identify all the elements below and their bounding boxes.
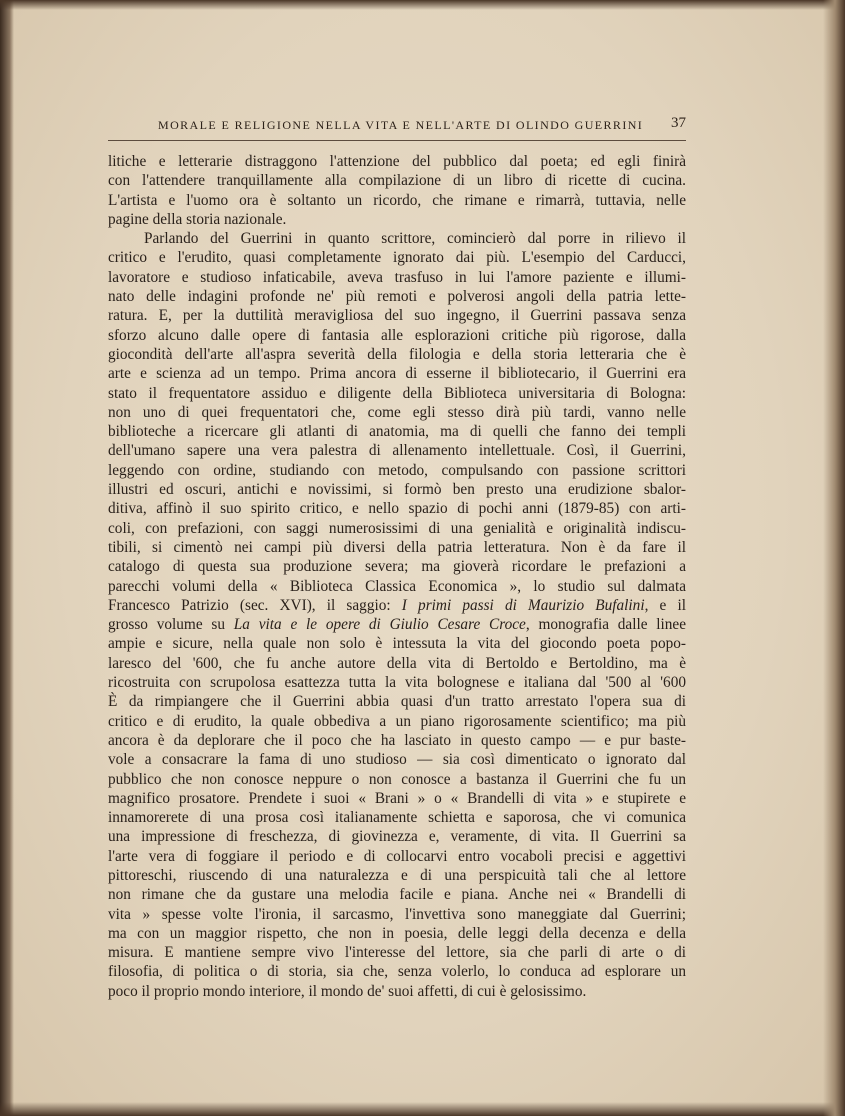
text-line: tibili, si cimentò nei campi più diversi della patria letteratura. Non è da fare il — [108, 538, 686, 556]
text-line: È da rimpiangere che il Guerrini abbia quasi d'un tratto arrestato l'opera sua di — [108, 693, 686, 711]
text-line: pagine della storia nazionale. — [108, 210, 287, 228]
body-text — [108, 152, 686, 1001]
text-line: Francesco Patrizio (sec. XVI), il saggio: I primi passi di Maurizio Bufalini, e il — [108, 596, 687, 614]
text-line: illustri ed oscuri, antichi e novissimi, si formò ben presto una erudizione sbalor- — [108, 481, 686, 499]
text-line: magnifico prosatore. Prendete i suoi « Brani » o « Brandelli di vita » e stupirete e — [108, 789, 686, 807]
text-line: misura. E mantiene sempre vivo l'interesse del lettore, sia che parli di arte o di — [108, 944, 686, 962]
text-line: L'artista e l'uomo ora è soltanto un ricordo, che rimane e rimarrà, tuttavia, nelle — [108, 191, 686, 209]
text-line: critico e l'erudito, quasi completamente ignorato dai più. L'esempio del Carducci, — [108, 249, 686, 267]
text-line: leggendo con ordine, studiando con metodo, compulsando con passione scrittori — [108, 461, 686, 479]
text-line: pittoreschi, riuscendo di una naturalezza e di una perspicuità tali che al lettore — [108, 866, 686, 884]
text-line: non uno di quei frequentatori che, come egli stesso dirà più tardi, vanno nelle — [108, 403, 686, 421]
paragraph — [108, 152, 686, 229]
text-line: una impressione di freschezza, di giovinezza e, veramente, di vita. Il Guerrini sa — [108, 828, 686, 846]
text-line: poco il proprio mondo interiore, il mondo de' suoi affetti, di cui è gelosissimo. — [108, 982, 587, 1000]
text-line: parecchi volumi della « Biblioteca Classica Economica », lo studio sul dalmata — [108, 577, 686, 595]
text-line: biblioteche a ricercare gli atlanti di anatomia, ma di quelli che fanno dei templi — [108, 423, 686, 441]
text-line: nato delle indagini profonde ne' più remoti e polverosi angoli della patria lette- — [108, 288, 686, 306]
page-bottom-edge — [0, 1102, 845, 1116]
text-line: litiche e letterarie distraggono l'attenzione del pubblico dal poeta; ed egli finirà — [108, 153, 686, 170]
text-line: con l'attendere tranquillamente alla compilazione di un libro di ricette di cucina. — [108, 172, 686, 190]
page-number: 37 — [671, 115, 686, 131]
page-top-edge — [0, 0, 845, 10]
page-header — [108, 116, 686, 141]
text-line: ditiva, affinò il suo spirito critico, e nello spazio di pochi anni (1879-85) con arti- — [108, 500, 686, 518]
text-line: coli, con prefazioni, con saggi numerosissimi di una genialità e originalità indiscu- — [108, 519, 686, 537]
paragraph — [108, 229, 686, 1001]
text-line: dell'umano sapere una vera palestra di allenamento intellettuale. Così, il Guerrini, — [108, 442, 686, 460]
text-line: l'arte vera di foggiare il periodo e di collocarvi entro vocaboli precisi e aggettivi — [108, 847, 686, 865]
text-line: catalogo di questa sua produzione severa; ma gioverà ricordare le prefazioni a — [108, 558, 686, 576]
text-line: giocondità dell'arte all'aspra severità della filologia e della storia letteraria che è — [108, 345, 686, 363]
text-line: filosofia, di politica o di storia, sia che, senza volerlo, lo conduca ad esplorare un — [108, 963, 686, 981]
text-line: non rimane che da gustare una melodia facile e piana. Anche nei « Brandelli di — [108, 886, 686, 904]
text-line: ricostruita con scrupolosa esattezza tutta la vita bolognese e italiana dal '500 al '600 — [108, 674, 686, 692]
text-line: vita » spesse volte l'ironia, il sarcasmo, l'invettiva sono maneggiate dal Guerrini; — [108, 905, 686, 923]
text-line: critico e di erudito, la quale obbediva a un piano rigorosamente scientifico; ma più — [108, 712, 686, 730]
text-line: innamorerete di una prosa così italianamente schietta e saporosa, che vi comunica — [108, 809, 686, 827]
text-line: stato il frequentatore assiduo e diligente della Biblioteca universitaria di Bologna: — [108, 384, 686, 402]
text-line: ratura. E, per la duttilità meravigliosa del suo ingegno, il Guerrini passava senza — [108, 307, 686, 325]
text-line: arte e scienza ad un tempo. Prima ancora di esserne il bibliotecario, il Guerrini era — [108, 365, 686, 383]
text-line: lavoratore e studioso infaticabile, aveva trasfuso in lui l'amore paziente e illumi- — [108, 268, 686, 286]
text-line: pubblico che non conosce neppure o non conosce a bastanza il Guerrini che fu un — [108, 770, 686, 788]
text-line: sforzo alcuno dalle opere di fantasia alle esplorazioni critiche più rigorose, dalla — [108, 326, 686, 344]
running-head: MORALE E RELIGIONE NELLA VITA E NELL'ARTE DI OLINDO GUERRINI — [158, 118, 644, 132]
text-line: laresco del '600, che fu anche autore della vita di Bertoldo e Bertoldino, ma è — [108, 654, 686, 672]
text-line: ampie e sicure, nella quale non solo è intessuta la vita del giocondo poeta popo- — [108, 635, 686, 653]
text-line: grosso volume su La vita e le opere di Giulio Cesare Croce, monografia dalle linee — [108, 616, 687, 634]
text-line: vole a consacrare la fama di uno studioso — sia così dimenticato o ignorato dal — [108, 751, 686, 769]
text-line: Parlando del Guerrini in quanto scrittore, comincierò dal porre in rilievo il — [144, 230, 686, 248]
text-line: ancora è da deplorare che il poco che ha lasciato in questo campo — e pur baste- — [108, 731, 686, 749]
text-line: ma con un maggior rispetto, che non in poesia, delle leggi della decenza e della — [108, 924, 686, 942]
